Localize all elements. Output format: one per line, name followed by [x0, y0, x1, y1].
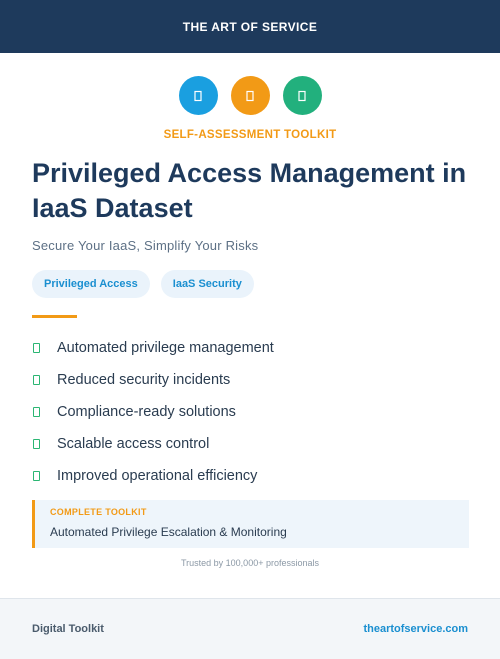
footer-label: Digital Toolkit: [32, 623, 104, 635]
accent-divider: [32, 315, 77, 318]
trust-note: Trusted by 100,000+ professionals: [180, 558, 319, 568]
brand-name: THE ART OF SERVICE: [182, 19, 318, 34]
feature-item: [32, 364, 274, 396]
check-icon: [33, 407, 40, 417]
check-icon: [33, 375, 40, 385]
page-title: Privileged Access Management in IaaS Dataset: [32, 158, 467, 223]
feature-list: [32, 332, 274, 492]
check-icon: [33, 343, 40, 353]
feature-text: Compliance-ready solutions: [57, 404, 236, 420]
kicker-label: SELF-ASSESSMENT TOOLKIT: [163, 129, 337, 141]
callout-label: COMPLETE TOOLKIT: [50, 507, 147, 517]
tag-iaas-security: IaaS Security: [161, 270, 254, 298]
footer-website-link[interactable]: theartofservice.com: [363, 623, 468, 635]
feature-text: Scalable access control: [57, 436, 210, 452]
feature-item: [32, 332, 274, 364]
feature-item: [32, 460, 274, 492]
feature-item: [32, 428, 274, 460]
tag-privileged-access: Privileged Access: [32, 270, 150, 298]
footer: [0, 598, 500, 659]
toolkit-callout: [32, 500, 469, 548]
subtitle: Secure Your IaaS, Simplify Your Risks: [32, 238, 259, 253]
orange-badge-icon: [231, 76, 270, 115]
feature-text: Reduced security incidents: [57, 372, 231, 388]
tag-list: [32, 270, 254, 298]
feature-item: [32, 396, 274, 428]
feature-text: Automated privilege management: [57, 340, 274, 356]
feature-text: Improved operational efficiency: [57, 468, 258, 484]
blue-badge-icon: [179, 76, 218, 115]
callout-value: Automated Privilege Escalation & Monitoring: [50, 525, 287, 539]
check-icon: [33, 439, 40, 449]
top-banner: [0, 0, 500, 53]
green-badge-icon: [283, 76, 322, 115]
icon-row: [0, 76, 500, 115]
check-icon: [33, 471, 40, 481]
